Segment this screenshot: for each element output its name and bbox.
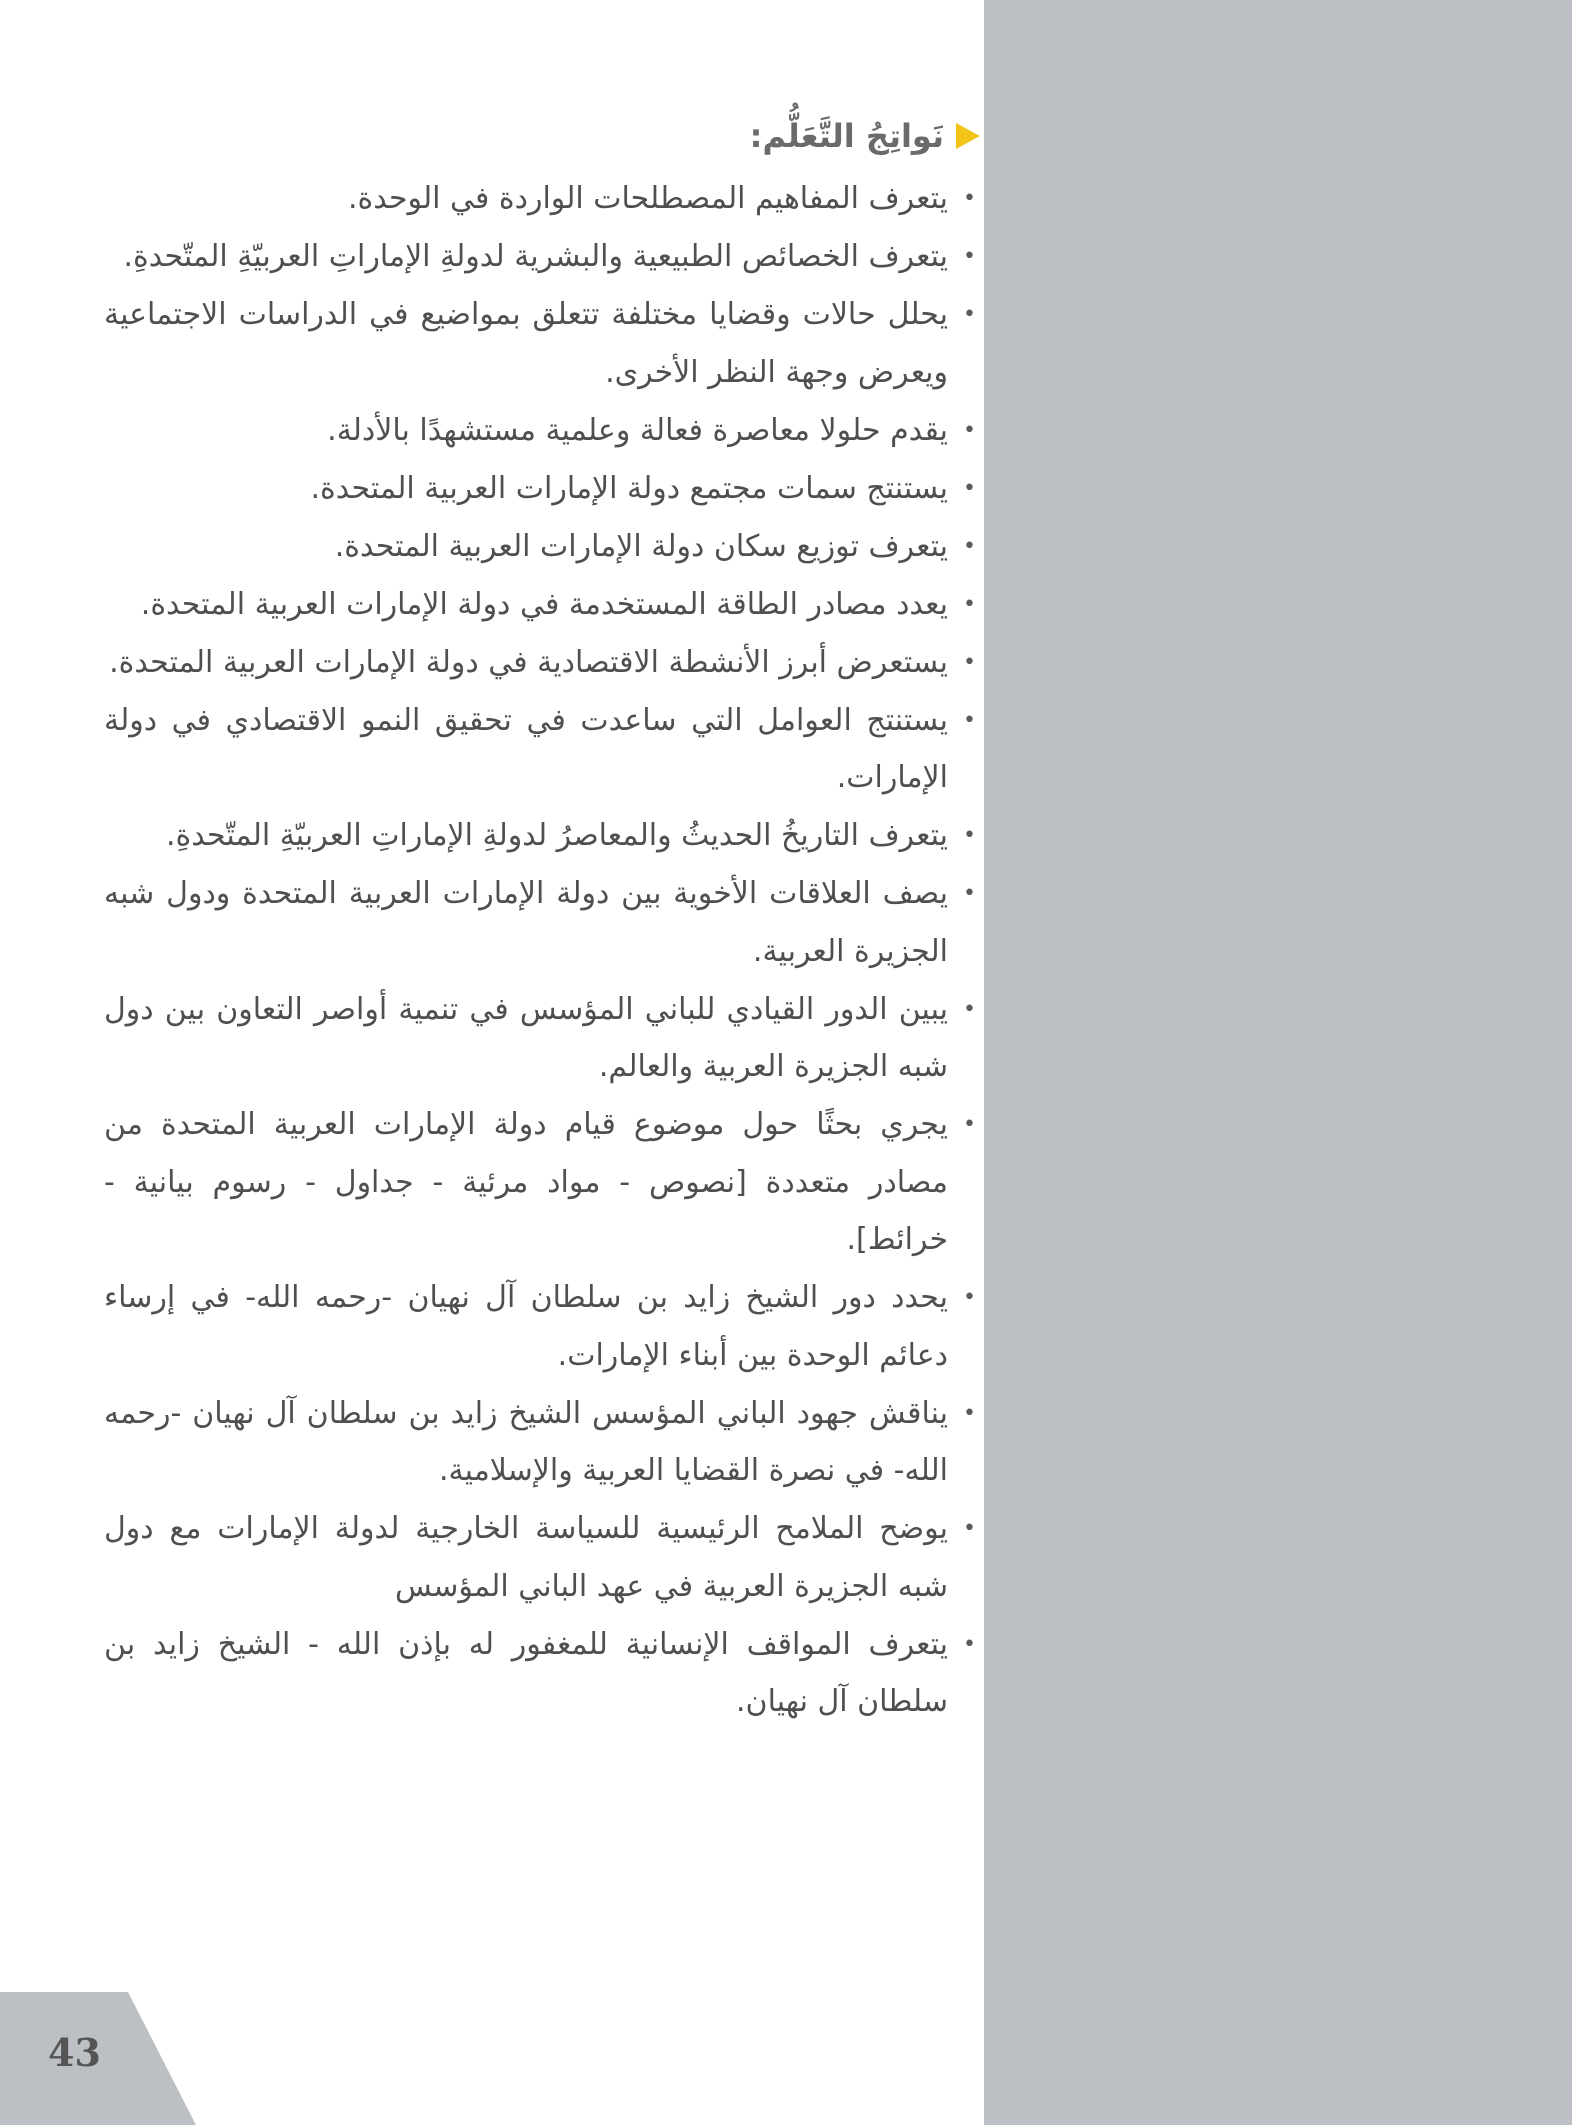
outcomes-list [104, 170, 962, 1731]
list-item: • يناقش جهود الباني المؤسس الشيخ زايد بن سلطان آل نهيان -رحمه الله- في نصرة القضايا العربية والإسلامية. [104, 1385, 962, 1500]
learning-outcomes-section [104, 112, 962, 1731]
list-item: • يستعرض أبرز الأنشطة الاقتصادية في دولة الإمارات العربية المتحدة. [104, 634, 962, 692]
page-number: 43 [48, 2030, 101, 2075]
list-item: • يتعرف التاريخُ الحديثُ والمعاصرُ لدولةِ الإماراتِ العربيّةِ المتّحدةِ. [104, 807, 962, 865]
list-item: • يتعرف الخصائص الطبيعية والبشرية لدولةِ الإماراتِ العربيّةِ المتّحدةِ. [104, 228, 962, 286]
list-item: • يتعرف المواقف الإنسانية للمغفور له بإذن الله - الشيخ زايد بن سلطان آل نهيان. [104, 1616, 962, 1731]
list-item: • يوضح الملامح الرئيسية للسياسة الخارجية لدولة الإمارات مع دول شبه الجزيرة العربية في عهد الباني المؤسس [104, 1500, 962, 1615]
list-item: • يصف العلاقات الأخوية بين دولة الإمارات العربية المتحدة ودول شبه الجزيرة العربية. [104, 865, 962, 980]
list-item: • يتعرف المفاهيم المصطلحات الواردة في الوحدة. [104, 170, 962, 228]
list-item: • يحدد دور الشيخ زايد بن سلطان آل نهيان -رحمه الله- في إرساء دعائم الوحدة بين أبناء الإمارات. [104, 1269, 962, 1384]
list-item: • يحلل حالات وقضايا مختلفة تتعلق بمواضيع في الدراسات الاجتماعية ويعرض وجهة النظر الأخرى. [104, 286, 962, 401]
list-item: • يستنتج سمات مجتمع دولة الإمارات العربية المتحدة. [104, 460, 962, 518]
heading-text: نَواتِجُ التَّعَلُّم: [749, 117, 944, 155]
list-item: • يجري بحثًا حول موضوع قيام دولة الإمارات العربية المتحدة من مصادر متعددة [نصوص - مواد مرئية - جداول - رسوم بيانية - خرائط]. [104, 1096, 962, 1269]
list-item: • يستنتج العوامل التي ساعدت في تحقيق النمو الاقتصادي في دولة الإمارات. [104, 692, 962, 807]
section-heading [104, 112, 980, 160]
list-item: • يقدم حلولا معاصرة فعالة وعلمية مستشهدًا بالأدلة. [104, 402, 962, 460]
triangle-marker-icon [956, 123, 980, 149]
side-panel [984, 0, 1572, 2125]
list-item: • يتعرف توزيع سكان دولة الإمارات العربية المتحدة. [104, 518, 962, 576]
list-item: • يعدد مصادر الطاقة المستخدمة في دولة الإمارات العربية المتحدة. [104, 576, 962, 634]
list-item: • يبين الدور القيادي للباني المؤسس في تنمية أواصر التعاون بين دول شبه الجزيرة العربية والعالم. [104, 981, 962, 1096]
